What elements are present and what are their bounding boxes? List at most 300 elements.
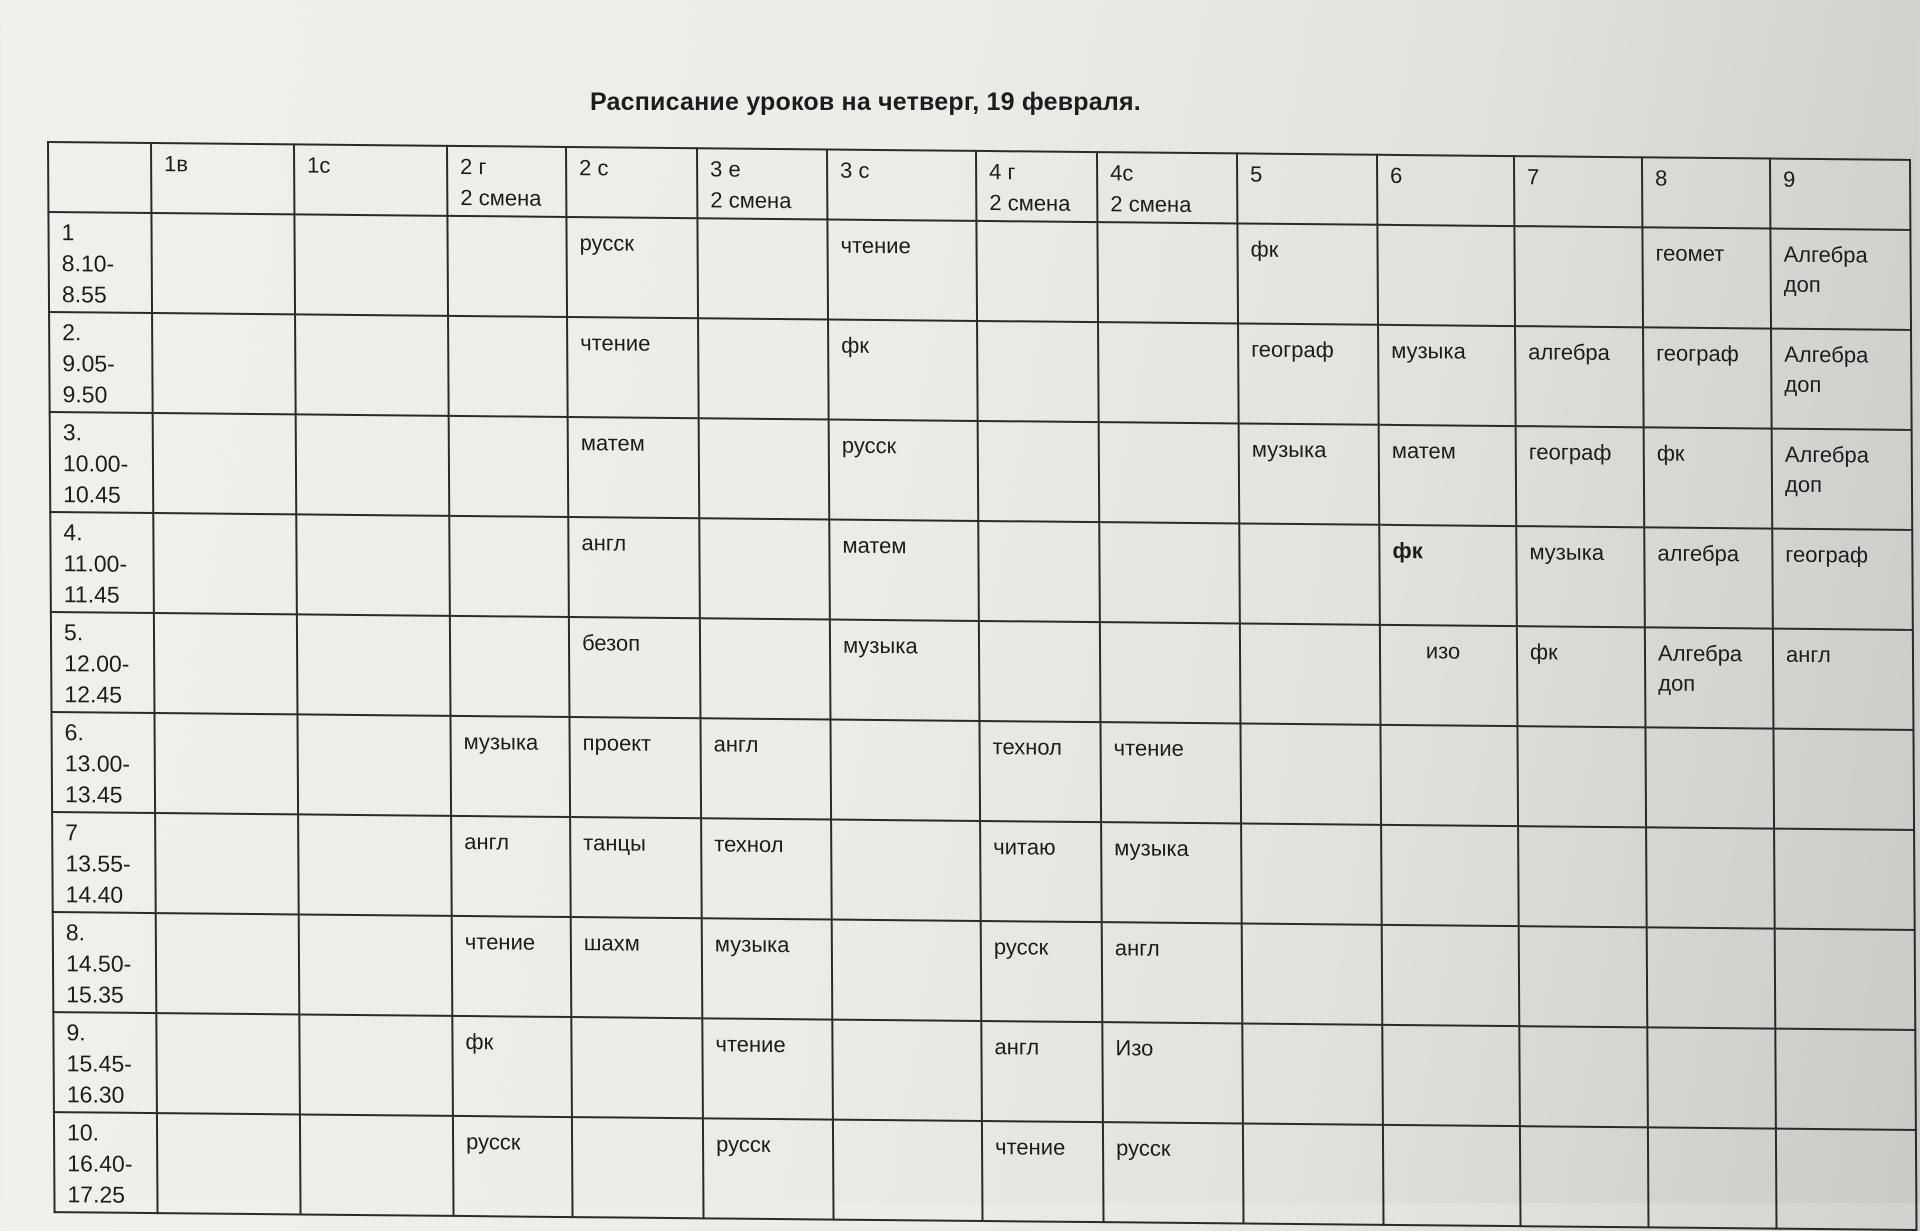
lesson-cell: [1519, 1026, 1648, 1127]
lesson-cell: [1102, 922, 1243, 1023]
subject-text: [990, 326, 1090, 333]
lesson-cell: [296, 414, 450, 515]
subject-text: [1659, 832, 1759, 839]
subject-text: Алгебра доп: [1784, 441, 1869, 498]
subject-text: геомет: [1655, 240, 1725, 267]
lesson-cell: [1643, 327, 1772, 428]
lesson-cell: [1519, 926, 1648, 1027]
subject-text: музыка: [842, 632, 918, 659]
lesson-cell: [571, 1017, 703, 1118]
subject-text: [845, 925, 945, 932]
subject-text: [713, 623, 813, 630]
subject-text: изо: [1425, 638, 1461, 664]
lesson-cell: [829, 420, 979, 521]
class-label: 3 с: [840, 157, 870, 183]
subject-text: [1533, 1131, 1633, 1138]
subject-text: [166, 418, 266, 425]
lesson-cell: [827, 219, 977, 320]
period-num: 2.: [62, 319, 82, 346]
period-start: 16.40-: [67, 1150, 133, 1177]
subject-text: [462, 421, 562, 428]
lesson-cell: [1103, 1122, 1244, 1223]
subject-text: [1395, 930, 1495, 937]
lesson-cell: [1242, 923, 1383, 1024]
column-header: [697, 148, 827, 219]
lesson-cell: [1520, 1126, 1649, 1227]
lesson-cell: [979, 721, 1101, 822]
subject-text: фк: [1392, 537, 1423, 564]
subject-text: [167, 618, 267, 625]
lesson-cell: [157, 1113, 301, 1214]
subject-text: географ: [1528, 439, 1612, 466]
lesson-cell: [1645, 727, 1774, 828]
subject-text: [313, 1120, 413, 1127]
subject-text: [170, 1118, 270, 1125]
lesson-cell: [1099, 522, 1240, 623]
subject-text: [991, 526, 1091, 533]
subject-text: чтение: [464, 929, 536, 955]
lesson-cell: [1379, 425, 1517, 526]
subject-text: [1253, 629, 1353, 636]
subject-text: чтение: [994, 1134, 1066, 1160]
lesson-cell: [829, 520, 979, 621]
lesson-cell: [1098, 322, 1239, 423]
subject-text: русск: [841, 432, 897, 459]
period-num: 7: [65, 819, 79, 846]
lesson-cell: [981, 1021, 1103, 1122]
lesson-cell: [1644, 527, 1773, 628]
subject-text: музыка: [1251, 436, 1327, 463]
subject-text: фк: [1656, 440, 1685, 466]
subject-text: [311, 720, 411, 727]
period-start: 9.05-: [62, 350, 115, 377]
lesson-cell: [154, 613, 298, 714]
subject-text: англ: [1114, 935, 1160, 961]
lesson-cell: [570, 817, 702, 918]
subject-text: [712, 423, 812, 430]
lesson-cell: [153, 513, 297, 614]
subject-text: [1256, 1129, 1356, 1136]
shift-label: 2 смена: [710, 187, 792, 214]
class-label: 4 г: [989, 159, 1016, 185]
class-label: 7: [1527, 164, 1540, 190]
subject-text: чтение: [715, 1031, 786, 1058]
subject-text: [312, 920, 412, 927]
class-label: 4с: [1110, 160, 1134, 186]
period-cell: [50, 412, 154, 513]
schedule-table: [47, 141, 1918, 1231]
lesson-cell: [1770, 229, 1911, 330]
lesson-cell: [569, 717, 701, 818]
subject-text: музыка: [463, 729, 539, 755]
period-end: 15.35: [66, 981, 124, 1008]
lesson-cell: [156, 1013, 300, 1114]
lesson-cell: [295, 314, 449, 415]
column-header: [1514, 156, 1642, 227]
lesson-cell: [1237, 223, 1378, 324]
subject-text: [310, 620, 410, 627]
period-cell: [53, 912, 157, 1013]
class-label: 5: [1250, 161, 1263, 187]
lesson-cell: [1382, 925, 1520, 1026]
subject-text: [1111, 327, 1211, 334]
lesson-cell: [831, 820, 981, 921]
lesson-cell: [1775, 929, 1916, 1030]
subject-text: англ: [1785, 641, 1831, 668]
subject-text: [1788, 1034, 1888, 1041]
subject-text: Алгебра доп: [1657, 640, 1743, 696]
subject-text: англ: [713, 731, 759, 757]
lesson-cell: [448, 316, 568, 417]
subject-text: музыка: [1114, 835, 1189, 861]
lesson-cell: [1772, 429, 1913, 530]
lesson-cell: [153, 413, 297, 514]
period-start: 13.55-: [65, 850, 131, 877]
lesson-row: [54, 1112, 1917, 1230]
lesson-cell: [1772, 529, 1913, 630]
period-cell: [51, 612, 155, 713]
lesson-cell: [1099, 422, 1240, 523]
period-num: 1: [61, 219, 75, 246]
lesson-cell: [1381, 825, 1519, 926]
lesson-cell: [977, 321, 1099, 422]
subject-text: [989, 226, 1089, 233]
lesson-cell: [830, 720, 980, 821]
lesson-cell: [1240, 623, 1381, 724]
subject-text: [1113, 627, 1213, 634]
lesson-cell: [156, 913, 300, 1014]
lesson-cell: [571, 917, 703, 1018]
subject-text: [1789, 1134, 1889, 1141]
lesson-cell: [1239, 523, 1380, 624]
subject-text: безоп: [581, 630, 641, 656]
lesson-cell: [1648, 1127, 1777, 1228]
subject-text: [585, 1122, 685, 1129]
period-num: 9.: [66, 1019, 86, 1046]
lesson-cell: [980, 821, 1102, 922]
column-header: [1642, 157, 1770, 228]
lesson-cell: [1380, 625, 1518, 726]
subject-text: матем: [580, 430, 645, 456]
lesson-cell: [449, 416, 569, 517]
period-num: 8.: [65, 919, 86, 946]
subject-text: [712, 523, 812, 530]
column-header: [976, 151, 1097, 222]
lesson-cell: [294, 214, 448, 315]
subject-text: [168, 818, 268, 825]
lesson-cell: [1383, 1125, 1521, 1226]
lesson-row: [50, 512, 1913, 630]
lesson-cell: [699, 518, 830, 619]
lesson-cell: [832, 1020, 982, 1121]
lesson-cell: [1645, 627, 1774, 728]
subject-text: технол: [992, 734, 1063, 760]
period-start: 11.00-: [63, 550, 128, 577]
subject-text: чтение: [840, 232, 911, 259]
lesson-cell: [451, 816, 571, 917]
lesson-cell: [700, 718, 831, 819]
period-end: 11.45: [63, 581, 120, 608]
lesson-cell: [567, 317, 699, 418]
subject-text: музыка: [1391, 337, 1466, 364]
lesson-cell: [453, 1116, 573, 1217]
subject-text: [711, 323, 811, 330]
class-label: 2 с: [579, 155, 609, 181]
lesson-cell: [833, 1120, 983, 1221]
lesson-cell: [832, 920, 982, 1021]
subject-text: [991, 426, 1091, 433]
lesson-cell: [981, 921, 1103, 1022]
lesson-cell: [698, 318, 829, 419]
lesson-cell: [450, 616, 570, 717]
subject-text: географ: [1251, 336, 1334, 363]
period-cell: [48, 212, 152, 313]
page-title: Расписание уроков на четверг, 19 февраля.: [590, 88, 1141, 116]
lesson-row: [52, 812, 1915, 930]
lesson-cell: [701, 818, 832, 919]
subject-text: [1393, 730, 1493, 737]
lesson-cell: [447, 216, 567, 317]
period-cell: [50, 512, 154, 613]
lesson-row: [53, 912, 1916, 1030]
subject-text: [1252, 529, 1352, 536]
period-end: 13.45: [64, 781, 123, 808]
subject-text: [844, 825, 944, 832]
lesson-cell: [1514, 226, 1643, 327]
subject-text: [1530, 731, 1630, 738]
subject-text: [169, 1018, 269, 1025]
period-start: 8.10-: [61, 250, 115, 277]
subject-text: русск: [466, 1129, 521, 1155]
subject-text: алгебра: [1657, 540, 1740, 567]
lesson-cell: [1775, 1029, 1916, 1130]
shift-label: 2 смена: [989, 190, 1071, 216]
lesson-cell: [1515, 326, 1644, 427]
lesson-cell: [1644, 427, 1773, 528]
subject-text: географ: [1785, 541, 1869, 568]
subject-text: [166, 518, 266, 525]
lesson-cell: [296, 514, 450, 615]
subject-text: [1255, 1029, 1355, 1036]
subject-text: русск: [715, 1131, 771, 1157]
period-num: 10.: [66, 1119, 100, 1146]
lesson-cell: [154, 713, 298, 814]
subject-text: русск: [1115, 1135, 1171, 1161]
subject-text: [584, 1022, 684, 1029]
subject-text: [1395, 1030, 1495, 1037]
lesson-cell: [151, 213, 295, 314]
subject-text: географ: [1656, 340, 1739, 367]
subject-text: [312, 1020, 412, 1027]
subject-text: англ: [994, 1034, 1040, 1060]
column-header: [1377, 155, 1514, 226]
lesson-row: [51, 712, 1914, 830]
period-cell: [51, 712, 155, 813]
lesson-row: [50, 412, 1913, 530]
lesson-cell: [1243, 1123, 1384, 1224]
subject-text: чтение: [1113, 735, 1184, 761]
lesson-cell: [452, 916, 572, 1017]
subject-text: танцы: [583, 830, 646, 856]
subject-text: [169, 918, 269, 925]
lesson-cell: [1517, 626, 1646, 727]
lesson-cell: [982, 1121, 1104, 1222]
shift-label: 2 смена: [460, 184, 542, 211]
column-header: [1237, 153, 1377, 224]
lesson-cell: [1238, 323, 1379, 424]
schedule-table-wrap: [47, 141, 1918, 1231]
subject-text: англ: [581, 530, 627, 556]
period-num: 5.: [63, 619, 84, 646]
subject-text: музыка: [1529, 539, 1605, 565]
lesson-cell: [297, 614, 451, 715]
subject-text: [308, 320, 408, 327]
lesson-row: [51, 612, 1914, 730]
lesson-cell: [1773, 729, 1914, 830]
subject-text: [1112, 527, 1212, 534]
period-end: 16.30: [66, 1081, 125, 1108]
period-start: 12.00-: [64, 650, 130, 677]
period-cell: [52, 812, 156, 913]
subject-text: [1658, 732, 1758, 739]
subject-text: фк: [1250, 236, 1279, 262]
subject-text: [1394, 830, 1494, 837]
subject-text: [307, 220, 407, 227]
lesson-cell: [1380, 725, 1518, 826]
subject-text: [1786, 734, 1886, 741]
schedule-body: [48, 212, 1916, 1230]
period-end: 9.50: [62, 381, 108, 408]
subject-text: [1661, 1133, 1761, 1140]
lesson-cell: [978, 421, 1100, 522]
subject-text: русск: [993, 934, 1049, 960]
subject-text: шахм: [583, 930, 640, 956]
lesson-cell: [1239, 423, 1380, 524]
lesson-cell: [568, 417, 700, 518]
lesson-cell: [155, 813, 299, 914]
lesson-cell: [1642, 227, 1771, 328]
lesson-cell: [1516, 526, 1645, 627]
lesson-cell: [299, 1014, 453, 1115]
lesson-cell: [697, 218, 828, 319]
period-start: 13.00-: [64, 750, 131, 777]
period-end: 8.55: [61, 281, 107, 308]
subject-text: [1253, 729, 1353, 736]
subject-text: [1660, 1033, 1760, 1040]
lesson-cell: [1517, 726, 1646, 827]
subject-text: [710, 223, 810, 230]
lesson-cell: [1100, 622, 1241, 723]
class-label: 2 г: [460, 153, 487, 180]
lesson-cell: [566, 217, 698, 318]
subject-text: матем: [1391, 437, 1456, 464]
lesson-cell: [1102, 1022, 1243, 1123]
column-header: [447, 146, 566, 217]
subject-text: [845, 1025, 945, 1032]
lesson-cell: [568, 517, 700, 618]
subject-text: [844, 725, 944, 732]
subject-text: [165, 318, 265, 325]
subject-text: англ: [464, 829, 510, 855]
lesson-cell: [1646, 827, 1775, 928]
lesson-cell: [299, 914, 453, 1015]
subject-text: [1532, 931, 1632, 938]
corner-cell: [48, 142, 151, 213]
lesson-cell: [1241, 823, 1382, 924]
lesson-cell: [830, 620, 980, 721]
lesson-cell: [976, 221, 1098, 322]
lesson-cell: [1771, 329, 1912, 430]
period-end: 10.45: [63, 481, 121, 508]
lesson-cell: [1382, 1025, 1520, 1126]
class-label: 3 е: [710, 156, 741, 182]
lesson-cell: [152, 313, 296, 414]
lesson-cell: [703, 1118, 834, 1219]
lesson-cell: [297, 714, 451, 815]
lesson-cell: [1379, 525, 1517, 626]
lesson-cell: [1773, 629, 1914, 730]
lesson-cell: [300, 1114, 454, 1215]
subject-text: Изо: [1115, 1035, 1154, 1061]
column-header: [294, 144, 447, 215]
subject-text: фк: [465, 1029, 494, 1055]
class-label: 1с: [307, 152, 331, 178]
lesson-cell: [1240, 723, 1381, 824]
subject-text: [462, 521, 562, 528]
subject-text: [846, 1125, 946, 1132]
subject-text: [1788, 934, 1888, 941]
lesson-cell: [569, 617, 701, 718]
lesson-cell: [1100, 722, 1241, 823]
period-start: 15.45-: [66, 1050, 132, 1077]
subject-text: [1660, 932, 1760, 939]
subject-text: проект: [582, 730, 652, 756]
subject-text: [1396, 1130, 1496, 1137]
subject-text: фк: [841, 332, 869, 358]
column-header: [566, 147, 697, 218]
lesson-cell: [1774, 829, 1915, 930]
lesson-cell: [1776, 1129, 1917, 1230]
lesson-cell: [572, 1117, 704, 1218]
shift-label: 2 смена: [1110, 191, 1192, 217]
lesson-cell: [702, 1018, 833, 1119]
lesson-cell: [450, 716, 570, 817]
lesson-row: [48, 212, 1911, 330]
period-start: 10.00-: [62, 450, 129, 477]
lesson-cell: [700, 618, 831, 719]
period-num: 6.: [64, 719, 84, 746]
lesson-cell: [1378, 325, 1516, 426]
subject-text: Алгебра доп: [1783, 241, 1868, 298]
class-label: 6: [1390, 162, 1403, 189]
lesson-cell: [699, 418, 830, 519]
class-label: 1в: [164, 151, 189, 177]
column-header: [151, 143, 294, 214]
subject-text: [309, 420, 409, 427]
subject-text: [1532, 1031, 1632, 1038]
subject-text: [460, 221, 560, 228]
lesson-row: [53, 1012, 1916, 1130]
subject-text: [1527, 231, 1627, 238]
lesson-cell: [449, 516, 569, 617]
subject-text: [1255, 929, 1355, 936]
subject-text: [992, 626, 1092, 633]
subject-text: читаю: [993, 834, 1056, 860]
period-cell: [53, 1012, 157, 1113]
subject-text: музыка: [714, 931, 790, 958]
lesson-cell: [1647, 927, 1776, 1028]
lesson-cell: [452, 1016, 572, 1117]
